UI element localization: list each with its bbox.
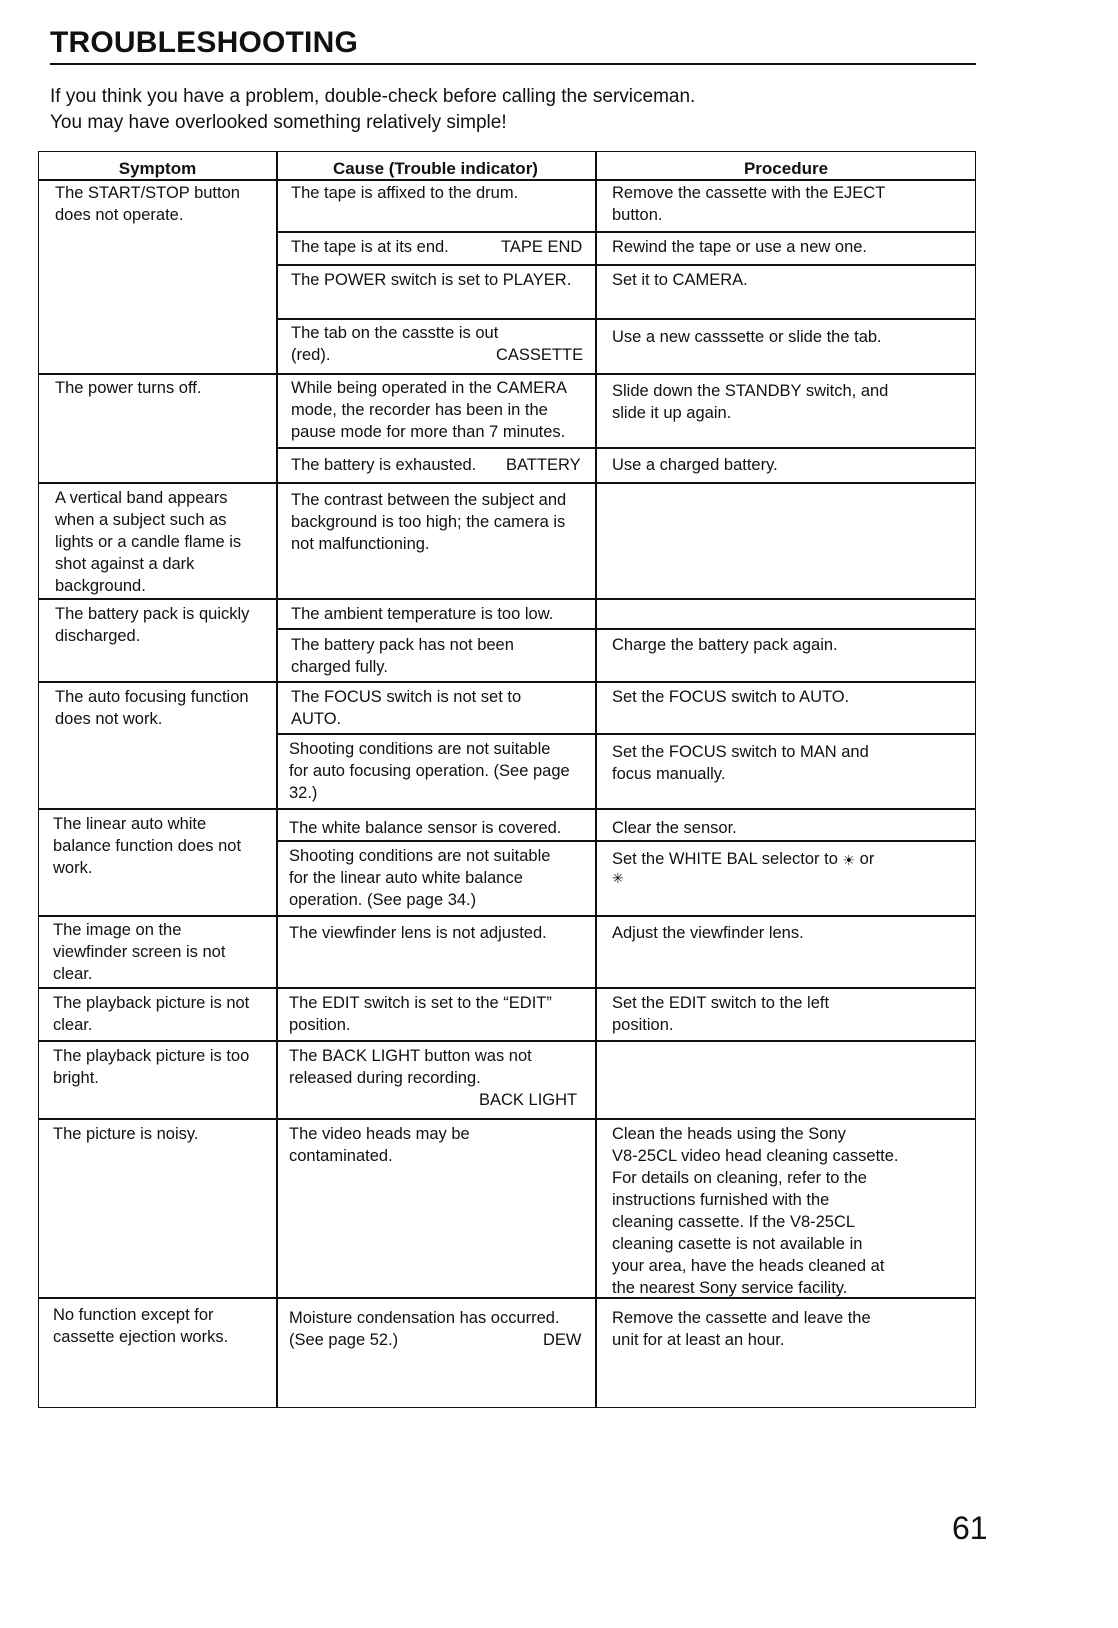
trouble-indicator: TAPE END xyxy=(501,238,583,256)
symptom-text: The power turns off. xyxy=(55,379,202,397)
subrow-divider xyxy=(276,733,975,735)
row-divider xyxy=(39,681,975,683)
column-divider xyxy=(276,152,278,1407)
cause-text: The white balance sensor is covered. xyxy=(289,819,562,837)
page-title: TROUBLESHOOTING xyxy=(50,26,358,59)
bulb-icon: ✳ xyxy=(612,870,624,886)
symptom-text: The battery pack is quickly discharged. xyxy=(55,605,250,645)
header-procedure: Procedure xyxy=(743,159,829,178)
cause-text: The battery is exhausted. xyxy=(291,456,477,474)
row-divider xyxy=(39,482,975,484)
cause-text: The ambient temperature is too low. xyxy=(291,605,554,623)
procedure-text: Adjust the viewfinder lens. xyxy=(612,924,804,942)
procedure-text: Rewind the tape or use a new one. xyxy=(612,238,868,256)
title-rule xyxy=(50,63,976,65)
subrow-divider xyxy=(276,318,975,320)
symptom-text: The playback picture is not clear. xyxy=(53,994,250,1034)
procedure-text: Use a new casssette or slide the tab. xyxy=(612,328,882,346)
procedure-text: Set the FOCUS switch to MAN and focus manually. xyxy=(612,743,869,783)
procedure-text: Remove the cassette with the EJECT button. xyxy=(612,184,886,224)
row-divider xyxy=(39,1040,975,1042)
cause-text: While being operated in the CAMERA mode, the recorder has been in the pause mode for more than 7 minutes. xyxy=(291,379,568,441)
header-rule xyxy=(39,179,975,181)
trouble-indicator: BATTERY xyxy=(506,456,581,474)
symptom-text: The picture is noisy. xyxy=(53,1125,199,1143)
subrow-divider xyxy=(276,231,975,233)
subrow-divider xyxy=(276,628,975,630)
symptom-text: A vertical band appears when a subject such as lights or a candle flame is shot against a dark background. xyxy=(55,489,242,595)
cause-text: The tape is at its end. xyxy=(291,238,449,256)
subrow-divider xyxy=(276,840,975,842)
cause-text: The EDIT switch is set to the “EDIT” position. xyxy=(289,994,552,1034)
intro-line-1: If you think you have a problem, double-check before calling the serviceman. xyxy=(50,86,696,107)
procedure-text: Use a charged battery. xyxy=(612,456,778,474)
procedure-or: or xyxy=(859,850,875,868)
trouble-indicator: DEW xyxy=(543,1331,582,1349)
intro xyxy=(50,84,695,136)
subrow-divider xyxy=(276,264,975,266)
procedure-text: Set the WHITE BAL selector to xyxy=(612,850,838,868)
cause-text: Shooting conditions are not suitable for the linear auto white balance operation. (See page 34.) xyxy=(289,847,551,909)
cause-text: The video heads may be contaminated. xyxy=(289,1125,470,1165)
cause-text: The FOCUS switch is not set to AUTO. xyxy=(291,688,522,728)
symptom-text: The linear auto white balance function does not work. xyxy=(53,815,242,877)
row-divider xyxy=(39,598,975,600)
column-divider xyxy=(595,152,597,1407)
symptom-text: The auto focusing function does not work. xyxy=(55,688,249,728)
cause-text: The BACK LIGHT button was not released during recording. xyxy=(289,1047,532,1087)
row-divider xyxy=(39,808,975,810)
cause-text: Shooting conditions are not suitable for auto focusing operation. (See page 32.) xyxy=(289,740,570,802)
trouble-indicator: CASSETTE xyxy=(496,346,584,364)
row-divider xyxy=(39,915,975,917)
intro-line-2: You may have overlooked something relatively simple! xyxy=(50,112,507,133)
subrow-divider xyxy=(276,447,975,449)
cause-text: The viewfinder lens is not adjusted. xyxy=(289,924,547,942)
header-cause: Cause (Trouble indicator) xyxy=(333,159,538,178)
cause-text: The battery pack has not been charged fully. xyxy=(291,636,514,676)
procedure-text: Slide down the STANDBY switch, and slide it up again. xyxy=(612,382,889,422)
procedure-text: Charge the battery pack again. xyxy=(612,636,838,654)
symptom-text: No function except for cassette ejection works. xyxy=(53,1306,229,1346)
cause-text: Moisture condensation has occurred. (See page 52.) xyxy=(289,1309,560,1349)
cause-text: The tab on the casstte is out (red). xyxy=(291,324,499,364)
cause-text: The contrast between the subject and background is too high; the camera is not malfunctioning. xyxy=(291,491,567,553)
procedure-text: Set the FOCUS switch to AUTO. xyxy=(612,688,850,706)
symptom-text: The playback picture is too bright. xyxy=(53,1047,250,1087)
troubleshooting-table xyxy=(38,151,976,1408)
trouble-indicator: BACK LIGHT xyxy=(479,1091,578,1109)
symptom-text: The image on the viewfinder screen is not clear. xyxy=(53,921,226,983)
procedure-text: Set it to CAMERA. xyxy=(612,271,748,289)
sun-icon: ☀ xyxy=(842,851,856,868)
row-divider xyxy=(39,373,975,375)
procedure-text: Clear the sensor. xyxy=(612,819,737,837)
symptom-text: The START/STOP button does not operate. xyxy=(55,184,240,224)
header-symptom: Symptom xyxy=(118,159,197,178)
cause-text: The POWER switch is set to PLAYER. xyxy=(291,271,572,289)
row-divider xyxy=(39,1118,975,1120)
row-divider xyxy=(39,987,975,989)
procedure-text: Remove the cassette and leave the unit for at least an hour. xyxy=(612,1309,871,1349)
cause-text: The tape is affixed to the drum. xyxy=(291,184,519,202)
procedure-text: Set the EDIT switch to the left position. xyxy=(612,994,830,1034)
page-number: 61 xyxy=(952,1510,988,1546)
procedure-text: Clean the heads using the Sony V8-25CL video head cleaning cassette. For details on cleaning, refer to the instructions furnished with the cleaning cassette. If the V8-25CL cleaning casette is not available in your area, have the heads cleaned at the nearest Sony service facility. xyxy=(612,1125,899,1297)
white-bal-procedure xyxy=(612,848,972,871)
